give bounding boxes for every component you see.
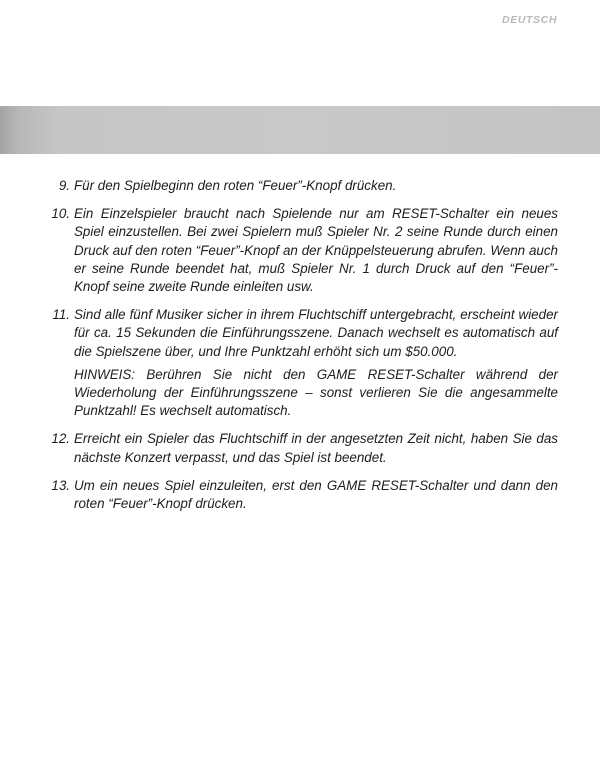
item-text: Für den Spielbeginn den roten “Feuer”-Knopf drücken.	[74, 178, 397, 193]
note-text: HINWEIS: Berühren Sie nicht den GAME RESET-Schalter während der Wiederholung der Einführungsszene – sonst verlieren Sie die angesammelte Punktzahl! Es wechselt automatisch.	[74, 366, 558, 419]
list-item	[46, 205, 558, 296]
item-number: 12.	[51, 431, 70, 447]
list-item	[46, 177, 558, 195]
item-text: Ein Einzelspieler braucht nach Spielende nur am RESET-Schalter ein neues Spiel einzustellen. Bei zwei Spielern muß Spieler Nr. 2 seine Runde durch einen Druck auf den roten “Feuer”-Knopf an der Knüppelsteuerung abrufen. Wenn auch er seine Runde beendet hat, muß Spieler Nr. 1 durch Druck auf den “Feuer”-Knopf seine zweite Runde einleiten usw.	[74, 206, 558, 295]
item-text: Erreicht ein Spieler das Fluchtschiff in der angesetzten Zeit nicht, haben Sie das nächste Konzert verpasst, und das Spiel ist beendet.	[74, 431, 558, 465]
instruction-list	[46, 177, 558, 523]
item-number: 10.	[51, 206, 70, 222]
language-label: DEUTSCH	[502, 14, 557, 26]
item-number: 13.	[51, 477, 70, 493]
header-band	[0, 106, 600, 154]
list-item	[46, 306, 558, 420]
item-number: 9.	[58, 178, 70, 193]
item-text: Um ein neues Spiel einzuleiten, erst den GAME RESET-Schalter und dann den roten “Feuer”-Knopf drücken.	[74, 477, 558, 512]
item-number: 11.	[52, 307, 70, 323]
item-text: Sind alle fünf Musiker sicher in ihrem Fluchtschiff untergebracht, erscheint wieder für ca. 15 Sekunden die Einführungsszene. Danach wechselt es automatisch auf die Spielszene über, und Ihre Punktzahl erhöht sich um $50.000.	[74, 307, 558, 359]
list-item	[46, 477, 558, 513]
list-item	[46, 430, 558, 466]
